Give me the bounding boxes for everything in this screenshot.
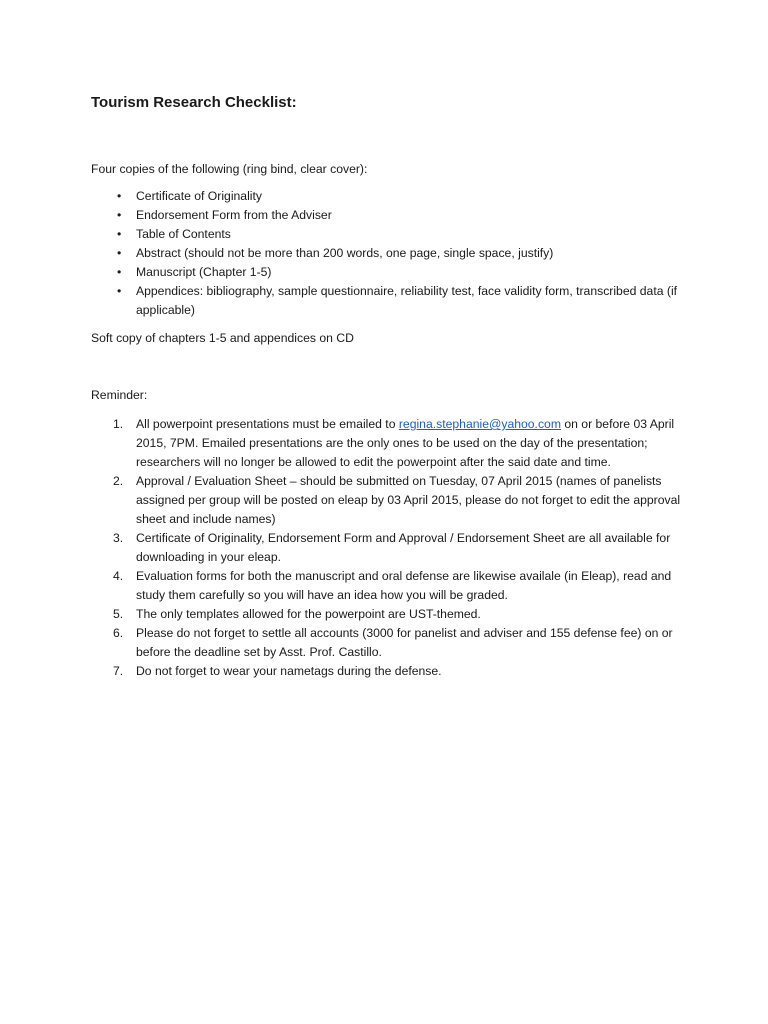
reminder-list <box>91 415 687 681</box>
reminder-item <box>91 472 687 529</box>
item-number: 1. <box>113 417 124 431</box>
checklist-item <box>91 263 687 282</box>
reminder-text: Evaluation forms for both the manuscript and oral defense are likewise availale (in Eleap), read and study them carefully so you will have an idea how you will be graded. <box>136 569 672 602</box>
item-number: 3. <box>113 531 124 545</box>
reminder-item <box>91 624 687 662</box>
email-link[interactable]: regina.stephanie@yahoo.com <box>398 417 561 431</box>
reminder-label: Reminder: <box>91 388 148 402</box>
reminder-text: The only templates allowed for the powerpoint are UST-themed. <box>136 607 481 621</box>
bullet-icon: • <box>117 265 122 279</box>
checklist <box>91 187 687 320</box>
item-number: 6. <box>113 626 124 640</box>
checklist-item <box>91 282 687 320</box>
checklist-item-text: Certificate of Originality <box>136 189 262 203</box>
reminder-item <box>91 567 687 605</box>
reminder-item <box>91 529 687 567</box>
checklist-item-text: Manuscript (Chapter 1-5) <box>136 265 272 279</box>
reminder-text: Please do not forget to settle all accounts (3000 for panelist and adviser and 155 defense fee) on or before the deadline set by Asst. Prof. Castillo. <box>136 626 673 659</box>
checklist-item <box>91 225 687 244</box>
reminder-item <box>91 605 687 624</box>
reminder-text: Approval / Evaluation Sheet – should be submitted on Tuesday, 07 April 2015 (names of panelists assigned per group will be posted on eleap by 03 April 2015, please do not forget to edit the approval sheet and include names) <box>136 474 681 526</box>
checklist-item-text: Appendices: bibliography, sample questionnaire, reliability test, face validity form, transcribed data (if applicable) <box>136 284 678 317</box>
reminder-text: Certificate of Originality, Endorsement Form and Approval / Endorsement Sheet are all available for downloading in your eleap. <box>136 531 671 564</box>
document-title: Tourism Research Checklist: <box>91 94 297 111</box>
reminder-text: on or before 03 April 2015, 7PM. Emailed presentations are the only ones to be used on the day of the presentation; researchers will no longer be allowed to edit the powerpoint after the said date and time. <box>136 417 675 469</box>
item-number: 4. <box>113 569 124 583</box>
bullet-icon: • <box>117 189 122 203</box>
checklist-item <box>91 206 687 225</box>
reminder-item <box>91 662 687 681</box>
item-number: 7. <box>113 664 124 678</box>
document-body <box>91 92 687 681</box>
checklist-item-text: Table of Contents <box>136 227 231 241</box>
bullet-icon: • <box>117 208 122 222</box>
item-number: 5. <box>113 607 124 621</box>
checklist-item <box>91 187 687 206</box>
intro-text: Four copies of the following (ring bind, clear cover): <box>91 162 368 176</box>
bullet-icon: • <box>117 227 122 241</box>
checklist-item-text: Abstract (should not be more than 200 words, one page, single space, justify) <box>136 246 554 260</box>
reminder-item <box>91 415 687 472</box>
softcopy-text: Soft copy of chapters 1-5 and appendices on CD <box>91 331 354 345</box>
checklist-item-text: Endorsement Form from the Adviser <box>136 208 332 222</box>
reminder-text: Do not forget to wear your nametags during the defense. <box>136 664 442 678</box>
checklist-item <box>91 244 687 263</box>
bullet-icon: • <box>117 284 122 298</box>
bullet-icon: • <box>117 246 122 260</box>
reminder-text: All powerpoint presentations must be emailed to <box>136 417 399 431</box>
item-number: 2. <box>113 474 124 488</box>
